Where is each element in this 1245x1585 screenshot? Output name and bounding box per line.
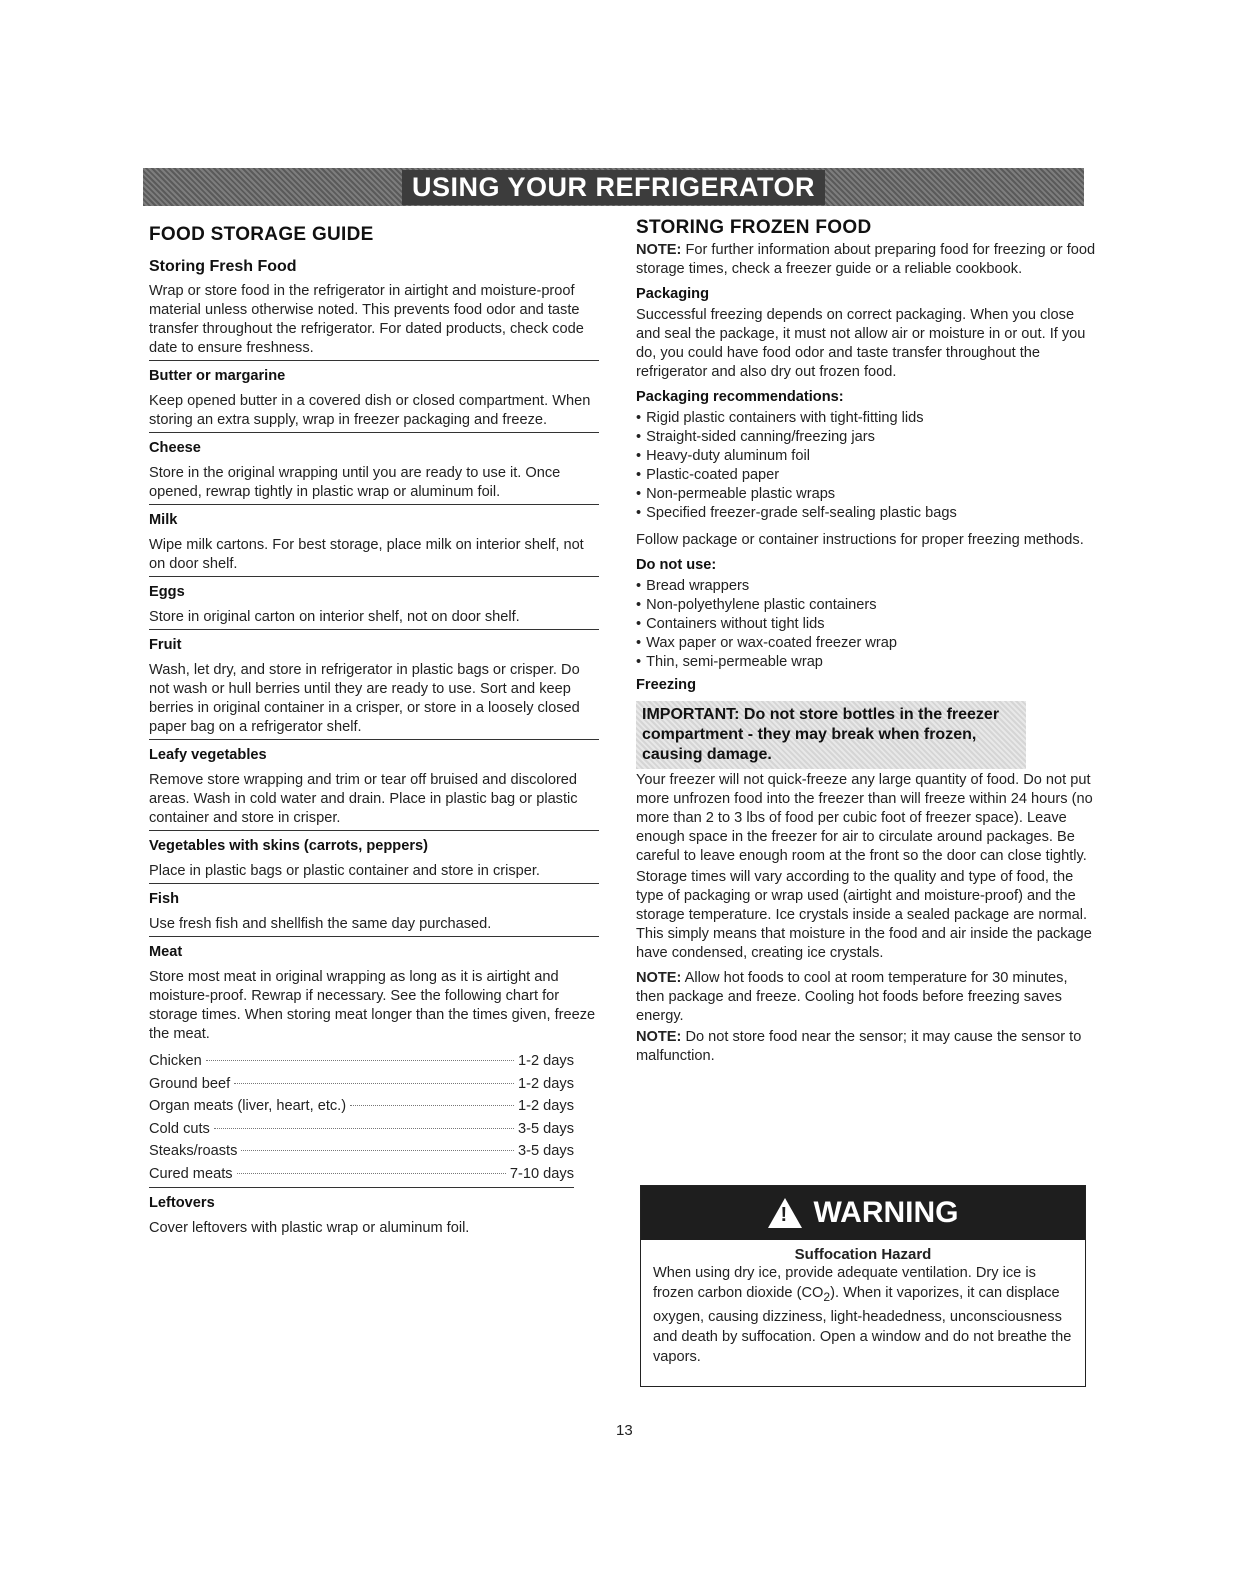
dot-leader — [234, 1083, 514, 1084]
vegetables-with-skins-section — [149, 837, 599, 884]
note-label: NOTE: — [636, 1029, 682, 1045]
meat-storage-times-table — [149, 1052, 574, 1188]
list-item: • Plastic-coated paper — [636, 466, 1096, 485]
freezing-text-2: Storage times will vary according to the quality and type of food, the type of packaging or wrap used (airtight and moisture-proof) and the storage temperature. Ice crystals inside a sealed package are normal. This simply means that moisture in the food and air inside the package have condensed, creating ice crystals. — [636, 869, 1092, 961]
dot-leader — [350, 1105, 514, 1106]
storing-fresh-food-heading: Storing Fresh Food — [149, 258, 297, 275]
storage-item: Chicken — [149, 1053, 202, 1069]
warning-header — [641, 1186, 1085, 1240]
packaging-heading: Packaging — [636, 286, 709, 302]
dot-leader — [206, 1060, 514, 1061]
packaging-recommendations-heading: Packaging recommendations: — [636, 389, 844, 405]
section-heading: Fruit — [149, 637, 182, 653]
eggs-section — [149, 583, 599, 630]
table-row — [149, 1120, 574, 1143]
storage-item: Cured meats — [149, 1165, 233, 1182]
note-text: Allow hot foods to cool at room temperature for 30 minutes, then package and freeze. Cooling hot foods before freezing saves energy. — [636, 970, 1068, 1024]
warning-triangle-icon — [768, 1198, 802, 1228]
warning-box — [640, 1185, 1086, 1387]
do-not-use-list — [636, 577, 1096, 672]
storage-item: Ground beef — [149, 1075, 231, 1092]
milk-section — [149, 511, 599, 577]
section-text: Store in original carton on interior shelf, not on door shelf. — [149, 609, 520, 625]
fruit-section — [149, 636, 599, 740]
leftovers-text: Cover leftovers with plastic wrap or aluminum foil. — [149, 1220, 470, 1236]
table-row — [149, 1097, 574, 1120]
packaging-text: Successful freezing depends on correct packaging. When you close and seal the package, it must not allow air or moisture in or out. If you do, you could have food odor and taste transfer throughout the refrigerator and also dry out frozen food. — [636, 307, 1086, 380]
table-row — [149, 1165, 574, 1188]
section-text: Wipe milk cartons. For best storage, place milk on interior shelf, not on door shelf. — [149, 537, 584, 572]
note-label: NOTE: — [636, 242, 682, 258]
list-item: • Thin, semi-permeable wrap — [636, 653, 1096, 672]
list-item: • Straight-sided canning/freezing jars — [636, 428, 1096, 447]
meat-text: Store most meat in original wrapping as long as it is airtight and moisture-proof. Rewrap if necessary. See the following chart for storage times. When storing meat longer than the times given, freeze the meat. — [149, 969, 596, 1042]
leftovers-heading: Leftovers — [149, 1195, 215, 1211]
storage-item: Cold cuts — [149, 1120, 210, 1137]
storage-item: Steaks/roasts — [149, 1143, 238, 1159]
storing-frozen-food-column — [636, 218, 1096, 1072]
dot-leader — [237, 1173, 506, 1174]
do-not-use-heading: Do not use: — [636, 557, 717, 573]
section-heading: Leafy vegetables — [149, 747, 267, 763]
list-item: • Wax paper or wax-coated freezer wrap — [636, 634, 1096, 653]
butter-section — [149, 367, 599, 433]
list-item: • Containers without tight lids — [636, 615, 1096, 634]
recommendations-list — [636, 409, 1096, 523]
meat-heading: Meat — [149, 944, 183, 960]
list-item: • Non-polyethylene plastic containers — [636, 596, 1096, 615]
section-heading: Cheese — [149, 440, 201, 456]
section-heading: Milk — [149, 512, 178, 528]
section-heading: Fish — [149, 891, 179, 907]
leafy-vegetables-section — [149, 746, 599, 831]
warning-text — [653, 1263, 1073, 1367]
freezing-text-1: Your freezer will not quick-freeze any large quantity of food. Do not put more unfrozen food into the freezer than will freeze within 24 hours (no more than 2 to 3 lbs of food per cubic foot of freezer space). Leave enough space in the freezer for air to circulate around packages. Be careful to leave enough room at the front so the door can close tightly. — [636, 772, 1093, 864]
follow-instructions-text: Follow package or container instructions for proper freezing methods. — [636, 532, 1084, 548]
warning-subtitle: Suffocation Hazard — [794, 1246, 932, 1263]
note-paragraph — [636, 241, 1096, 279]
list-item: • Heavy-duty aluminum foil — [636, 447, 1096, 466]
storage-item: Organ meats (liver, heart, etc.) — [149, 1098, 347, 1114]
section-text: Wash, let dry, and store in refrigerator in plastic bags or crisper. Do not wash or hull berries until they are ready to use. Sort and keep berries in original container in a crisper, or store in a loosely closed paper bag on a refrigerator shelf. — [149, 662, 580, 735]
warning-text-subscript: 2 — [823, 1289, 831, 1304]
list-item: • Non-permeable plastic wraps — [636, 485, 1096, 504]
section-text: Keep opened butter in a covered dish or closed compartment. When storing an extra supply, wrap in freezer packaging and freeze. — [149, 393, 591, 428]
warning-body — [641, 1240, 1085, 1367]
storage-time: 1-2 days — [518, 1098, 574, 1114]
section-heading: Butter or margarine — [149, 368, 286, 384]
list-item: • Bread wrappers — [636, 577, 1096, 596]
dot-leader — [241, 1150, 514, 1151]
table-row — [149, 1075, 574, 1098]
dot-leader — [214, 1128, 514, 1129]
section-text: Place in plastic bags or plastic container and store in crisper. — [149, 863, 540, 879]
banner-title: USING YOUR REFRIGERATOR — [402, 170, 825, 205]
important-notice: IMPORTANT: Do not store bottles in the freezer compartment - they may break when frozen, causing damage. — [636, 701, 1026, 769]
storage-time: 7-10 days — [509, 1165, 574, 1182]
table-row — [149, 1142, 574, 1165]
fresh-food-section — [149, 282, 599, 361]
note-text: For further information about preparing food for freezing or food storage times, check a freezer guide or a reliable cookbook. — [636, 242, 1096, 277]
warning-text-part: When using dry ice, provide adequate ventilation. Dry ice is frozen carbon dioxide (CO — [653, 1265, 1036, 1301]
warning-text-part: ). When it vaporizes, it can displace oxygen, causing dizziness, light-headedness, unconsciousness and death by suffocation. Open a window and do not breathe the vapors. — [653, 1285, 1072, 1365]
cheese-section — [149, 439, 599, 505]
fresh-food-text: Wrap or store food in the refrigerator in airtight and moisture-proof material unless otherwise noted. This prevents food odor and taste transfer throughout the refrigerator. For dated products, check code date to ensure freshness. — [149, 283, 584, 356]
section-text: Remove store wrapping and trim or tear off bruised and discolored areas. Wash in cold water and drain. Place in plastic bag or plastic container and store in crisper. — [149, 772, 578, 826]
section-text: Store in the original wrapping until you are ready to use it. Once opened, rewrap tightly in plastic wrap or aluminum foil. — [149, 465, 561, 500]
section-text: Use fresh fish and shellfish the same day purchased. — [149, 916, 492, 932]
page-number: 13 — [616, 1422, 633, 1439]
note-paragraph — [636, 1028, 1096, 1066]
note-paragraph — [636, 969, 1096, 1026]
food-storage-guide-column — [149, 225, 599, 1244]
fish-section — [149, 890, 599, 937]
storage-time: 1-2 days — [518, 1075, 574, 1092]
storage-time: 3-5 days — [518, 1120, 574, 1137]
section-heading: Vegetables with skins (carrots, peppers) — [149, 838, 428, 854]
storage-time: 1-2 days — [518, 1053, 574, 1069]
note-text: Do not store food near the sensor; it may cause the sensor to malfunction. — [636, 1029, 1082, 1064]
storage-time: 3-5 days — [518, 1143, 574, 1159]
section-banner — [143, 168, 1084, 206]
table-row — [149, 1052, 574, 1075]
section-heading: Eggs — [149, 584, 185, 600]
freezing-heading: Freezing — [636, 677, 697, 693]
storing-frozen-food-title: STORING FROZEN FOOD — [636, 217, 872, 238]
list-item: • Specified freezer-grade self-sealing plastic bags — [636, 504, 1096, 523]
note-label: NOTE: — [636, 970, 682, 986]
food-storage-guide-title: FOOD STORAGE GUIDE — [149, 224, 374, 245]
warning-title: WARNING — [813, 1196, 959, 1229]
list-item: • Rigid plastic containers with tight-fitting lids — [636, 409, 1096, 428]
